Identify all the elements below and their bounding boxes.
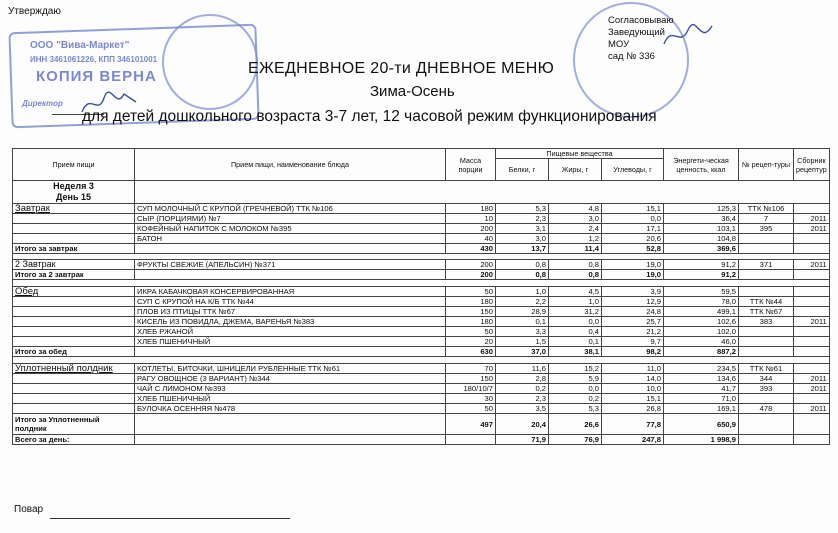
agree-line: Заведующий <box>608 27 665 38</box>
dish-energy: 78,0 <box>664 297 739 307</box>
dish-mass: 180 <box>446 297 496 307</box>
total-carbs: 52,8 <box>602 244 664 254</box>
dish-collection: 2011 <box>794 384 830 394</box>
meal-cell <box>13 394 135 404</box>
dish-recipe: ТТК №106 <box>739 204 794 214</box>
total-carbs: 19,0 <box>602 270 664 280</box>
dish-carbs: 15,1 <box>602 394 664 404</box>
dish-recipe: 393 <box>739 384 794 394</box>
header-dish: Прием пищи, наименование блюда <box>135 149 446 181</box>
dish-mass: 150 <box>446 307 496 317</box>
dish-carbs: 3,9 <box>602 287 664 297</box>
meal-cell <box>13 214 135 224</box>
dish-name: ФРУКТЫ СВЕЖИЕ (АПЕЛЬСИН) №371 <box>135 260 446 270</box>
dish-collection: 2011 <box>794 214 830 224</box>
dish-mass: 30 <box>446 394 496 404</box>
dish-protein: 3,1 <box>496 224 549 234</box>
total-recipe <box>739 347 794 357</box>
total-mass: 630 <box>446 347 496 357</box>
dish-protein: 1,0 <box>496 287 549 297</box>
dish-energy: 91,2 <box>664 260 739 270</box>
total-label: Итого за обед <box>13 347 135 357</box>
approve-label: Утверждаю <box>8 6 61 17</box>
dish-name: КОТЛЕТЫ, БИТОЧКИ, ШНИЦЕЛИ РУБЛЕННЫЕ ТТК №61 <box>135 364 446 374</box>
stamp-company-name: ООО "Вива-Маркет" <box>30 40 130 51</box>
dish-protein: 1,5 <box>496 337 549 347</box>
dish-protein: 3,0 <box>496 234 549 244</box>
row-gap <box>13 357 830 364</box>
dish-recipe <box>739 287 794 297</box>
dish-name: ХЛЕБ ПШЕНИЧНЫЙ <box>135 337 446 347</box>
cook-sign-line <box>50 518 290 519</box>
dish-mass: 10 <box>446 214 496 224</box>
dish-energy: 102,6 <box>664 317 739 327</box>
agree-line: МОУ <box>608 39 630 50</box>
total-protein: 0,8 <box>496 270 549 280</box>
dish-protein: 0,1 <box>496 317 549 327</box>
total-label: Итого за 2 завтрак <box>13 270 135 280</box>
dish-mass: 50 <box>446 404 496 414</box>
dish-collection: 2011 <box>794 224 830 234</box>
dish-collection <box>794 297 830 307</box>
dish-fat: 4,5 <box>549 287 602 297</box>
dish-carbs: 15,1 <box>602 204 664 214</box>
total-recipe <box>739 244 794 254</box>
day-total-fat: 76,9 <box>549 435 602 445</box>
total-collection <box>794 244 830 254</box>
total-fat: 26,6 <box>549 414 602 435</box>
week-day-cell <box>13 181 135 204</box>
dish-recipe: 478 <box>739 404 794 414</box>
total-protein: 37,0 <box>496 347 549 357</box>
dish-fat: 0,1 <box>549 337 602 347</box>
dish-protein: 2,3 <box>496 394 549 404</box>
meal-cell <box>13 374 135 384</box>
menu-table <box>12 148 830 445</box>
dish-recipe <box>739 327 794 337</box>
dish-protein: 5,3 <box>496 204 549 214</box>
dish-collection <box>794 364 830 374</box>
dish-collection <box>794 337 830 347</box>
dish-collection <box>794 234 830 244</box>
dish-carbs: 14,0 <box>602 374 664 384</box>
dish-collection: 2011 <box>794 374 830 384</box>
dish-energy: 125,3 <box>664 204 739 214</box>
total-energy: 650,9 <box>664 414 739 435</box>
dish-name: РАГУ ОВОЩНОЕ (3 ВАРИАНТ) №344 <box>135 374 446 384</box>
dish-protein: 3,3 <box>496 327 549 337</box>
dish-name: КИСЕЛЬ ИЗ ПОВИДЛА, ДЖЕМА, ВАРЕНЬЯ №383 <box>135 317 446 327</box>
stamp-inn: ИНН 3461061226, КПП 346101001 <box>30 55 158 64</box>
section-snack: Уплотненный полдник <box>13 364 135 374</box>
cook-label: Повар <box>14 504 44 515</box>
day-total-label: Всего за день: <box>13 435 135 445</box>
dish-carbs: 24,8 <box>602 307 664 317</box>
dish-energy: 234,5 <box>664 364 739 374</box>
dish-recipe <box>739 337 794 347</box>
week-label: Неделя 3 <box>53 181 94 191</box>
dish-mass: 180/10/7 <box>446 384 496 394</box>
dish-carbs: 12,9 <box>602 297 664 307</box>
meal-cell <box>13 317 135 327</box>
total-mass: 200 <box>446 270 496 280</box>
dish-energy: 499,1 <box>664 307 739 317</box>
dish-collection: 2011 <box>794 317 830 327</box>
total-fat: 0,8 <box>549 270 602 280</box>
dish-recipe: 7 <box>739 214 794 224</box>
dish-protein: 2,2 <box>496 297 549 307</box>
dish-recipe: 395 <box>739 224 794 234</box>
dish-name: ЧАЙ С ЛИМОНОМ №393 <box>135 384 446 394</box>
dish-collection <box>794 204 830 214</box>
section-lunch: Обед <box>13 287 135 297</box>
header-recipe: № рецеп-туры <box>739 149 794 181</box>
dish-fat: 5,3 <box>549 404 602 414</box>
total-carbs: 98,2 <box>602 347 664 357</box>
total-fat: 38,1 <box>549 347 602 357</box>
dish-recipe: 383 <box>739 317 794 327</box>
total-spacer <box>135 435 446 445</box>
dish-protein: 11,6 <box>496 364 549 374</box>
meal-cell <box>13 297 135 307</box>
dish-fat: 0,8 <box>549 260 602 270</box>
total-mass: 430 <box>446 244 496 254</box>
dish-recipe <box>739 394 794 404</box>
dish-protein: 3,5 <box>496 404 549 414</box>
meal-cell <box>13 327 135 337</box>
total-label: Итого за Уплотненный полдник <box>13 414 135 435</box>
dish-fat: 31,2 <box>549 307 602 317</box>
row-gap <box>13 280 830 287</box>
dish-collection <box>794 287 830 297</box>
dish-protein: 0,8 <box>496 260 549 270</box>
dish-protein: 2,3 <box>496 214 549 224</box>
dish-carbs: 25,7 <box>602 317 664 327</box>
dish-fat: 4,8 <box>549 204 602 214</box>
total-collection <box>794 270 830 280</box>
dish-collection <box>794 394 830 404</box>
dish-collection <box>794 327 830 337</box>
dish-mass: 200 <box>446 224 496 234</box>
dish-name: СУП МОЛОЧНЫЙ С КРУПОЙ (ГРЕЧНЕВОЙ) ТТК №106 <box>135 204 446 214</box>
dish-mass: 180 <box>446 317 496 327</box>
meal-cell <box>13 234 135 244</box>
total-collection <box>794 347 830 357</box>
meal-cell <box>13 307 135 317</box>
dish-name: ХЛЕБ ПШЕНИЧНЫЙ <box>135 394 446 404</box>
dish-energy: 103,1 <box>664 224 739 234</box>
total-collection <box>794 414 830 435</box>
dish-recipe: 371 <box>739 260 794 270</box>
dish-energy: 41,7 <box>664 384 739 394</box>
section-breakfast: Завтрак <box>13 204 135 214</box>
dish-collection: 2011 <box>794 404 830 414</box>
dish-energy: 59,5 <box>664 287 739 297</box>
dish-carbs: 19,0 <box>602 260 664 270</box>
dish-fat: 3,0 <box>549 214 602 224</box>
dish-fat: 0,0 <box>549 317 602 327</box>
dish-energy: 104,8 <box>664 234 739 244</box>
menu-title: ЕЖЕДНЕВНОЕ 20-ти ДНЕВНОЕ МЕНЮ <box>248 60 555 77</box>
dish-energy: 46,0 <box>664 337 739 347</box>
header-mass: Масса порции <box>446 149 496 181</box>
day-total-carbs: 247,8 <box>602 435 664 445</box>
total-carbs: 77,8 <box>602 414 664 435</box>
dish-energy: 71,0 <box>664 394 739 404</box>
agree-line: Согласовываю <box>608 15 674 26</box>
dish-fat: 1,0 <box>549 297 602 307</box>
dish-protein: 2,8 <box>496 374 549 384</box>
dish-energy: 169,1 <box>664 404 739 414</box>
dish-name: БУЛОЧКА ОСЕННЯЯ №478 <box>135 404 446 414</box>
stamp-director: Директор <box>22 99 63 108</box>
dish-energy: 36,4 <box>664 214 739 224</box>
dish-recipe: ТТК №44 <box>739 297 794 307</box>
header-carbs: Углеводы, г <box>602 159 664 181</box>
total-energy: 887,2 <box>664 347 739 357</box>
header-collection: Сборник рецептур <box>794 149 830 181</box>
header-meal: Прием пищи <box>13 149 135 181</box>
dish-name: СУП С КРУПОЙ НА К/Б ТТК №44 <box>135 297 446 307</box>
dish-fat: 0,0 <box>549 384 602 394</box>
total-spacer <box>135 270 446 280</box>
total-label: Итого за завтрак <box>13 244 135 254</box>
dish-mass: 200 <box>446 260 496 270</box>
dish-name: ХЛЕБ РЖАНОЙ <box>135 327 446 337</box>
dish-mass: 50 <box>446 327 496 337</box>
day-total-energy: 1 998,9 <box>664 435 739 445</box>
header-energy: Энергети-ческая ценность, ккал <box>664 149 739 181</box>
dish-carbs: 26,8 <box>602 404 664 414</box>
dish-recipe: ТТК №67 <box>739 307 794 317</box>
dish-protein: 0,2 <box>496 384 549 394</box>
agree-line: сад № 336 <box>608 51 655 62</box>
dish-name: СЫР (ПОРЦИЯМИ) №7 <box>135 214 446 224</box>
day-total-protein: 71,9 <box>496 435 549 445</box>
dish-fat: 5,9 <box>549 374 602 384</box>
dish-fat: 2,4 <box>549 224 602 234</box>
dish-mass: 150 <box>446 374 496 384</box>
dish-recipe <box>739 234 794 244</box>
total-spacer <box>135 347 446 357</box>
meal-cell <box>13 384 135 394</box>
total-fat: 11,4 <box>549 244 602 254</box>
dish-name: БАТОН <box>135 234 446 244</box>
total-mass: 497 <box>446 414 496 435</box>
total-protein: 13,7 <box>496 244 549 254</box>
total-collection <box>794 435 830 445</box>
dish-carbs: 21,2 <box>602 327 664 337</box>
dish-energy: 134,6 <box>664 374 739 384</box>
section-breakfast2: 2 Завтрак <box>13 260 135 270</box>
total-mass <box>446 435 496 445</box>
dish-fat: 0,2 <box>549 394 602 404</box>
header-nutrients: Пищевые вещества <box>496 149 664 159</box>
stamp-copy-true: КОПИЯ ВЕРНА <box>36 68 157 85</box>
dish-mass: 180 <box>446 204 496 214</box>
menu-subtitle: для детей дошкольного возраста 3-7 лет, 12 часовой режим функционирования <box>82 108 657 125</box>
meal-cell <box>13 337 135 347</box>
day-label: День 15 <box>55 192 91 202</box>
dish-carbs: 0,0 <box>602 214 664 224</box>
dish-recipe: ТТК №61 <box>739 364 794 374</box>
meal-cell <box>13 404 135 414</box>
total-energy: 369,6 <box>664 244 739 254</box>
dish-collection: 2011 <box>794 260 830 270</box>
round-stamp-left <box>162 14 258 110</box>
total-recipe <box>739 435 794 445</box>
dish-name: ПЛОВ ИЗ ПТИЦЫ ТТК №67 <box>135 307 446 317</box>
dish-fat: 15,2 <box>549 364 602 374</box>
agree-block <box>608 15 674 63</box>
header-fat: Жиры, г <box>549 159 602 181</box>
total-recipe <box>739 270 794 280</box>
dish-mass: 70 <box>446 364 496 374</box>
dish-carbs: 9,7 <box>602 337 664 347</box>
dish-fat: 0,4 <box>549 327 602 337</box>
total-spacer <box>135 414 446 435</box>
dish-carbs: 10,0 <box>602 384 664 394</box>
dish-recipe: 344 <box>739 374 794 384</box>
header-protein: Белки, г <box>496 159 549 181</box>
dish-mass: 50 <box>446 287 496 297</box>
dish-collection <box>794 307 830 317</box>
total-energy: 91,2 <box>664 270 739 280</box>
dish-mass: 20 <box>446 337 496 347</box>
dish-name: ИКРА КАБАЧКОВАЯ КОНСЕРВИРОВАННАЯ <box>135 287 446 297</box>
dish-name: КОФЕЙНЫЙ НАПИТОК С МОЛОКОМ №395 <box>135 224 446 234</box>
meal-cell <box>13 224 135 234</box>
total-recipe <box>739 414 794 435</box>
dish-carbs: 20,6 <box>602 234 664 244</box>
dish-mass: 40 <box>446 234 496 244</box>
dish-protein: 28,9 <box>496 307 549 317</box>
total-spacer <box>135 244 446 254</box>
total-protein: 20,4 <box>496 414 549 435</box>
dish-fat: 1,2 <box>549 234 602 244</box>
dish-energy: 102,0 <box>664 327 739 337</box>
table-spacer <box>135 181 830 204</box>
dish-carbs: 11,0 <box>602 364 664 374</box>
menu-season: Зима-Осень <box>370 83 455 100</box>
dish-carbs: 17,1 <box>602 224 664 234</box>
